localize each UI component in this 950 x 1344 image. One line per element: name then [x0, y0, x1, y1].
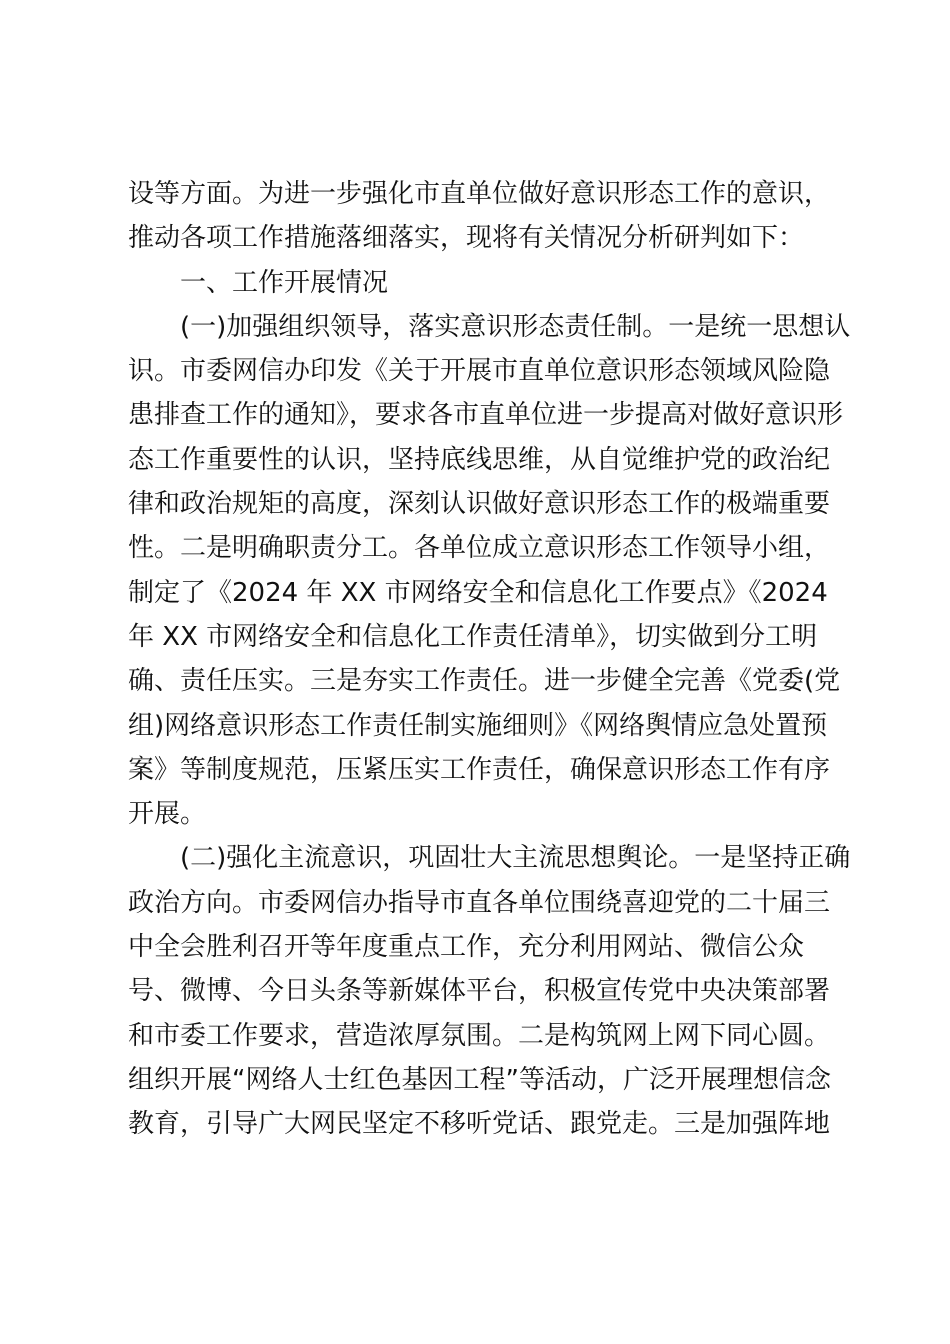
- text-line: 组)网络意识形态工作责任制实施细则》《网络舆情应急处置预: [128, 710, 828, 741]
- text-line: 推动各项工作措施落细落实，现将有关情况分析研判如下：: [128, 223, 805, 254]
- text-line: 态工作重要性的认识，坚持底线思维，从自觉维护党的政治纪: [128, 444, 831, 475]
- text-line: 案》等制度规范，压紧压实工作责任，确保意识形态工作有序: [128, 754, 831, 785]
- text-line: 中全会胜利召开等年度重点工作，充分利用网站、微信公众: [128, 932, 805, 963]
- text-line: 性。二是明确职责分工。各单位成立意识形态工作领导小组，: [128, 533, 831, 564]
- subsection-first-line: (一)加强组织领导，落实意识形态责任制。一是统一思想认: [180, 311, 851, 342]
- text-line: 组织开展“网络人士红色基因工程”等活动，广泛开展理想信念: [128, 1064, 831, 1095]
- text-line: 识。市委网信办印发《关于开展市直单位意识形态领域风险隐: [128, 356, 831, 387]
- text-line: 号、微博、今日头条等新媒体平台，积极宣传党中央决策部署: [128, 976, 831, 1007]
- section-heading: 一、工作开展情况: [180, 267, 389, 298]
- text-line: 开展。: [128, 799, 207, 830]
- text-line: 制定了《2024 年 XX 市网络安全和信息化工作要点》《2024: [128, 577, 828, 608]
- text-line: 确、责任压实。三是夯实工作责任。进一步健全完善《党委(党: [128, 666, 841, 697]
- subsection-first-line: (二)强化主流意识，巩固壮大主流思想舆论。一是坚持正确: [180, 843, 851, 874]
- text-line: 政治方向。市委网信办指导市直各单位围绕喜迎党的二十届三: [128, 887, 831, 918]
- text-line: 律和政治规矩的高度，深刻认识做好意识形态工作的极端重要: [128, 489, 831, 520]
- text-line: 和市委工作要求，营造浓厚氛围。二是构筑网上网下同心圆。: [128, 1020, 831, 1051]
- document-body: [128, 172, 851, 1147]
- text-line: 教育，引导广大网民坚定不移听党话、跟党走。三是加强阵地: [128, 1109, 831, 1140]
- text-line: 患排查工作的通知》，要求各市直单位进一步提高对做好意识形: [128, 400, 844, 431]
- text-line: 设等方面。为进一步强化市直单位做好意识形态工作的意识，: [128, 179, 831, 209]
- text-line: 年 XX 市网络安全和信息化工作责任清单》，切实做到分工明: [128, 621, 818, 652]
